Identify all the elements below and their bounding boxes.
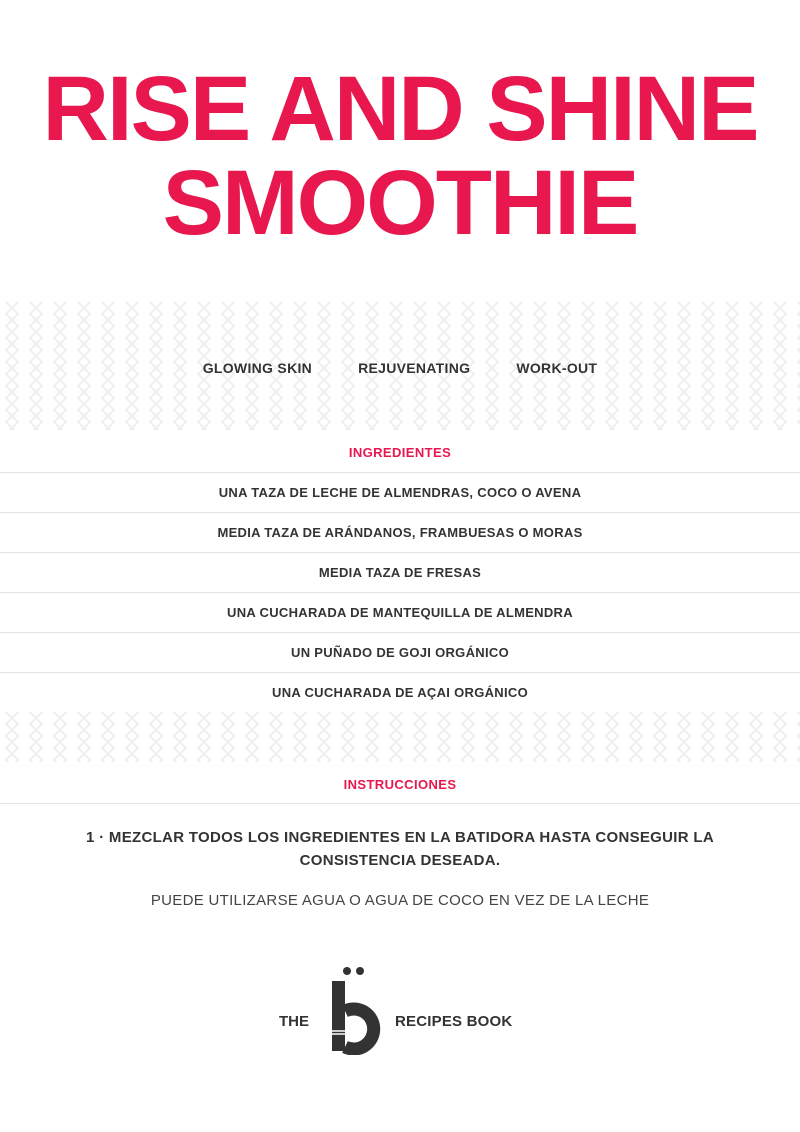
tag-list — [0, 360, 800, 376]
instructions-heading: INSTRUCCIONES — [343, 777, 457, 792]
brand-prefix: THE — [279, 1013, 309, 1030]
recipe-title-line-2: SMOOTHIE — [162, 152, 638, 254]
ingredient-item: UNA CUCHARADA DE AÇAI ORGÁNICO — [0, 672, 800, 713]
divider — [0, 803, 800, 804]
brand-footer — [0, 965, 800, 1055]
ingredients-heading: INGREDIENTES — [348, 445, 452, 460]
instruction-note: PUEDE UTILIZARSE AGUA O AGUA DE COCO EN VEZ DE LA LECHE — [150, 892, 650, 909]
ingredient-item: UNA TAZA DE LECHE DE ALMENDRAS, COCO O AVENA — [0, 472, 800, 512]
b-umlaut-logo-icon — [326, 965, 384, 1055]
ingredient-item: UNA CUCHARADA DE MANTEQUILLA DE ALMENDRA — [0, 592, 800, 632]
tag-work-out: WORK-OUT — [516, 360, 598, 376]
recipe-title — [0, 58, 800, 254]
instruction-step-1: 1 · MEZCLAR TODOS LOS INGREDIENTES EN LA BATIDORA HASTA CONSEGUIR LA CONSISTENCIA DESEADA. — [86, 829, 714, 869]
ingredient-item: MEDIA TAZA DE ARÁNDANOS, FRAMBUESAS O MORAS — [0, 512, 800, 552]
chevron-pattern-band-bottom — [0, 712, 800, 762]
ingredient-item: UN PUÑADO DE GOJI ORGÁNICO — [0, 632, 800, 672]
tag-rejuvenating: REJUVENATING — [358, 360, 471, 376]
brand-suffix: RECIPES BOOK — [395, 1013, 513, 1030]
ingredient-item: MEDIA TAZA DE FRESAS — [0, 552, 800, 592]
recipe-title-line-1: RISE AND SHINE — [42, 58, 758, 160]
tag-glowing-skin: GLOWING SKIN — [202, 360, 313, 376]
ingredients-list — [0, 472, 800, 713]
